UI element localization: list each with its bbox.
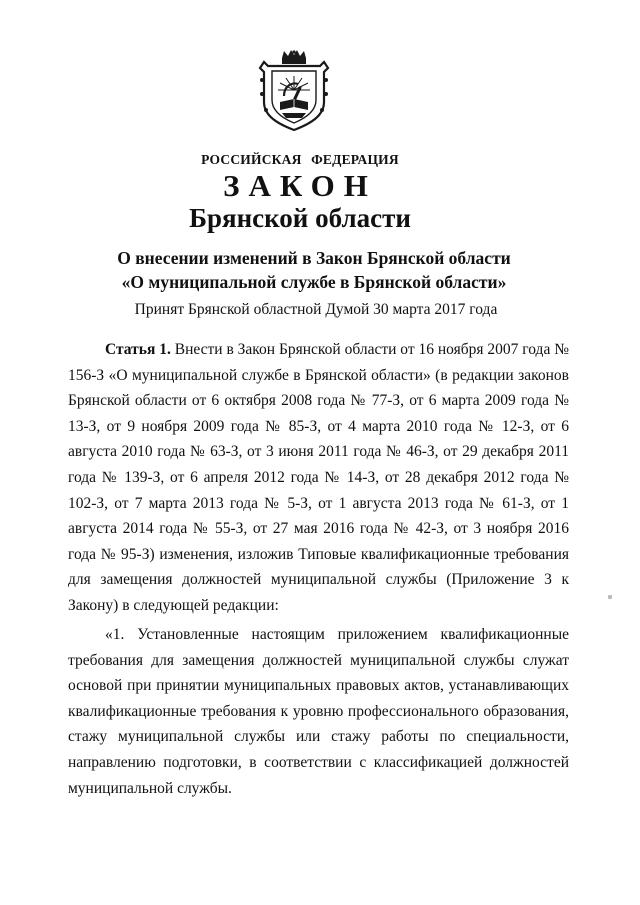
- law-title-line-1: О внесении изменений в Закон Брянской области: [117, 248, 511, 268]
- federation-heading: РОССИЙСКАЯ ФЕДЕРАЦИЯ: [201, 152, 399, 167]
- article-1-text: Внести в Закон Брянской области от 16 ноября 2007 года № 156-З «О муниципальной службе в Брянской области» (в редакции законов Брянской области от 6 октября 2008 года № 77-З, от 6 марта 2009 года № 13-З, от 9 ноября 2009 года № 85-З, от 4 марта 2010 года № 12-З, от 6 августа 2010 года № 63-З, от 3 июня 2011 года № 46-З, от 29 декабря 2011 года № 139-З, от 6 апреля 2012 года № 14-З, от 28 декабря 2012 года № 102-З, от 7 марта 2013 года № 5-З, от 1 августа 2013 года № 61-З, от 1 августа 2014 года № 55-З, от 27 мая 2016 года № 42-З, от 3 ноября 2016 года № 95-З) изменения, изложив Типовые квалификационные требования для замещения должностей муниципальной службы (Приложение 3 к Закону) в следующей редакции:: [68, 341, 569, 614]
- scan-speck: [608, 595, 612, 599]
- article-1-paragraph: [68, 337, 569, 619]
- document-type-heading: ЗАКОН: [223, 168, 377, 203]
- article-1-label: Статья 1.: [105, 341, 171, 358]
- coat-of-arms-icon: [258, 50, 330, 132]
- region-heading: Брянской области: [189, 203, 411, 233]
- adoption-statement: Принят Брянской областной Думой 30 марта 2017 года: [134, 301, 498, 318]
- law-title-line-2: «О муниципальной службе в Брянской области»: [121, 272, 507, 292]
- item-1-paragraph: [68, 622, 569, 801]
- law-title: [0, 246, 634, 294]
- item-1-text: «1. Установленные настоящим приложением квалификационные требования для замещения должностей муниципальной службы служат основой при принятии муниципальных правовых актов, устанавливающих квалификационные требования к уровню профессионального образования, стажу муниципальной службы или стажу работы по специальности, направлению подготовки, в соответствии с классификацией должностей муниципальной службы.: [68, 626, 569, 797]
